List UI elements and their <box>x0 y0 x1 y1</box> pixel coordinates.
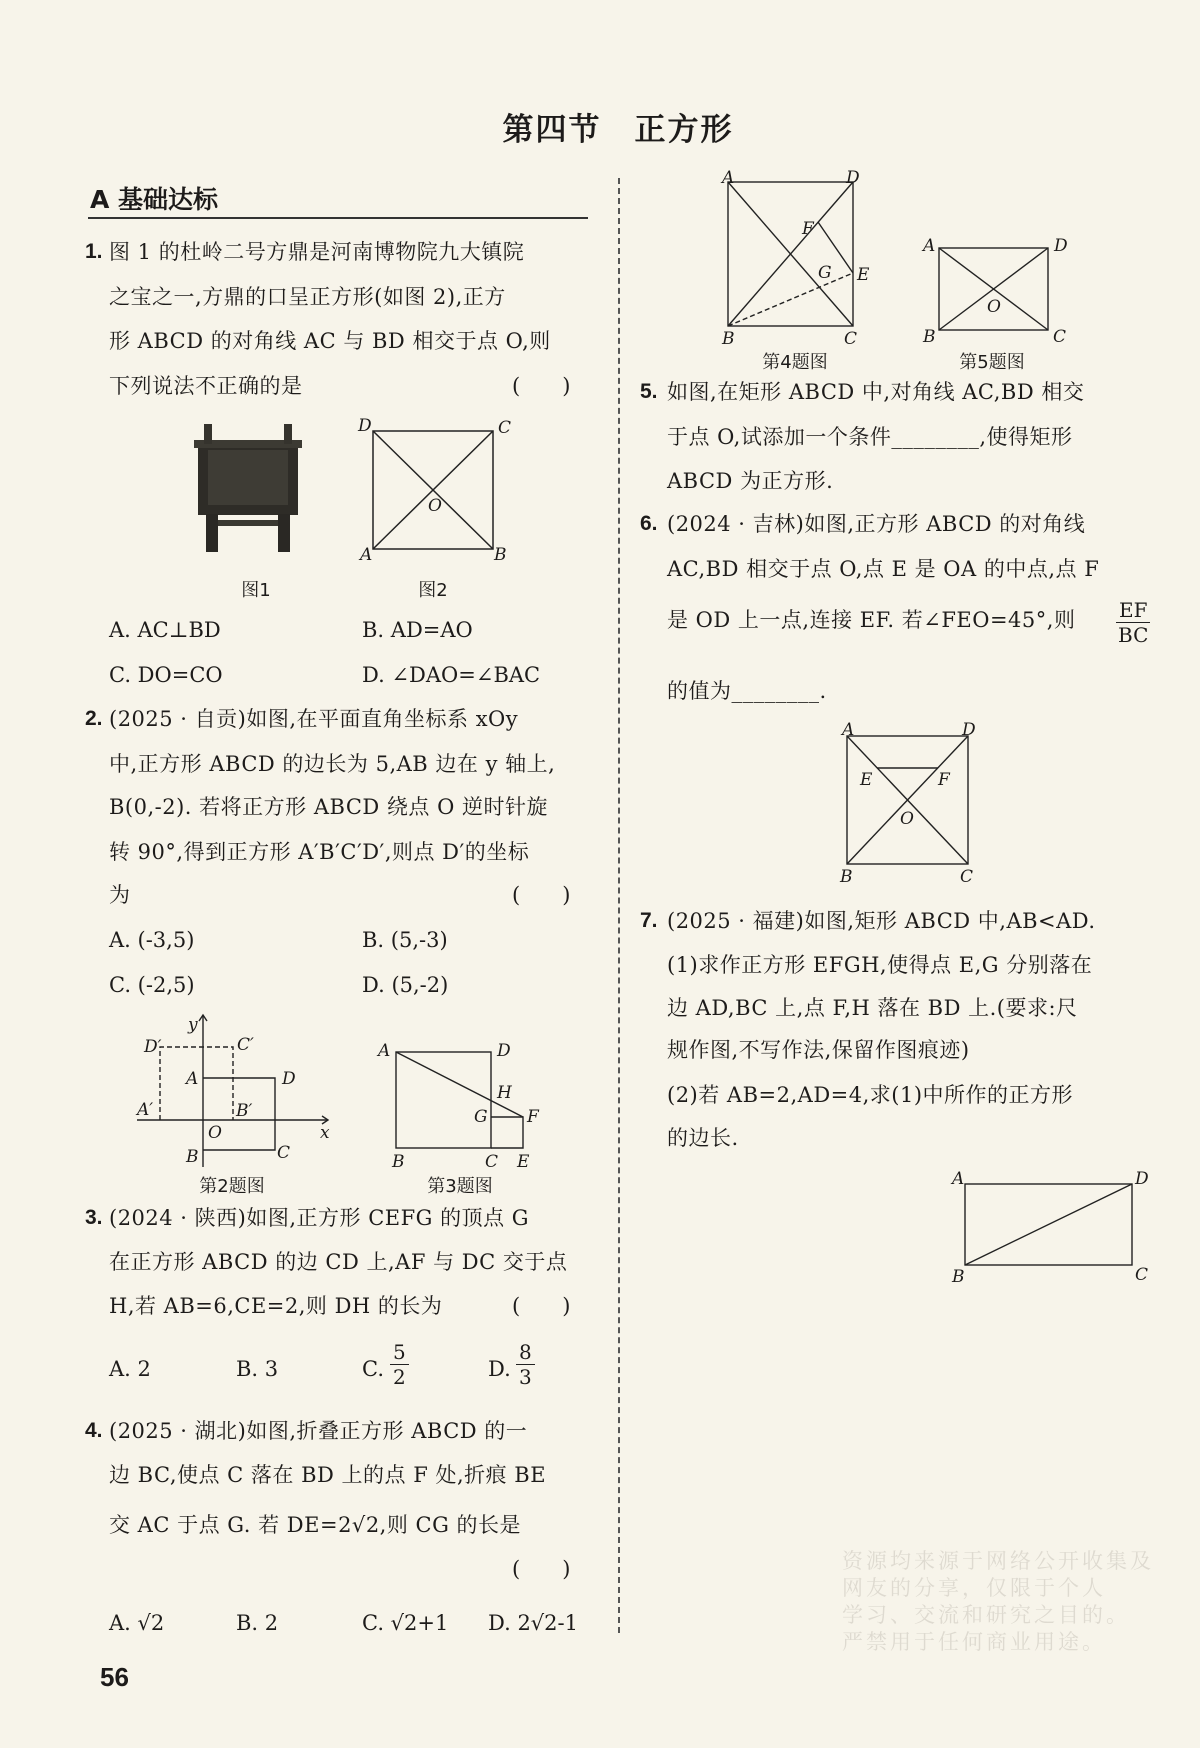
q3-answer-paren: ( ) <box>512 1294 571 1318</box>
q1-text-line: 之宝之一,方鼎的口呈正方形(如图 2),正方 <box>109 285 506 309</box>
q5-text-line: ABCD 为正方形. <box>667 469 834 493</box>
q2-coordinate-figure <box>120 1000 350 1175</box>
label-b: B <box>952 1267 965 1287</box>
q4-number: 4. <box>85 1419 103 1442</box>
q2-figure-caption: 第2题图 <box>199 1176 265 1197</box>
label-f: F <box>527 1107 539 1127</box>
label-a: A <box>923 236 936 256</box>
label-c: C <box>498 418 512 438</box>
label-e: E <box>857 265 870 285</box>
q6-number: 6. <box>640 512 658 535</box>
section-heading: A 基础达标 <box>90 185 219 214</box>
q3-text-line: 在正方形 ABCD 的边 CD 上,AF 与 DC 交于点 <box>109 1250 568 1274</box>
q4-option-a: A. √2 <box>109 1611 165 1635</box>
page-title: 第四节 正方形 <box>502 112 734 148</box>
q4-figure-caption: 第4题图 <box>762 352 828 373</box>
label-f: F <box>938 770 950 790</box>
q7-rectangle-figure <box>945 1165 1155 1290</box>
label-a: A <box>186 1069 199 1089</box>
q3-option-b: B. 3 <box>236 1357 279 1381</box>
label-a-prime: A′ <box>137 1100 154 1120</box>
page-number: 56 <box>100 1662 129 1692</box>
q7-number: 7. <box>640 909 658 932</box>
q1-option-b: B. AD=AO <box>362 618 473 642</box>
label-g: G <box>474 1107 488 1127</box>
label-d: D <box>962 720 976 740</box>
label-c: C <box>1135 1265 1149 1285</box>
label-a: A <box>360 545 373 565</box>
q1-text-line: 图 1 的杜岭二号方鼎是河南博物院九大镇院 <box>109 240 525 264</box>
label-b: B <box>494 545 507 565</box>
label-o: O <box>987 297 1001 317</box>
q1-text-line: 下列说法不正确的是 <box>109 374 303 398</box>
q3-number: 3. <box>85 1206 103 1229</box>
label-d: D <box>497 1041 511 1061</box>
q5-rectangle-figure <box>915 230 1075 348</box>
q4-fold-figure <box>710 170 880 345</box>
label-b: B <box>186 1147 199 1167</box>
q1-option-d: D. ∠DAO=∠BAC <box>362 663 541 687</box>
label-o: O <box>900 809 914 829</box>
label-y: y <box>188 1015 198 1035</box>
denominator: 2 <box>393 1365 406 1389</box>
label-c: C <box>844 329 858 345</box>
q3-squares-figure <box>375 1040 545 1170</box>
label-d: D <box>1135 1169 1149 1189</box>
label-g: G <box>818 263 832 283</box>
label-h: H <box>497 1083 512 1103</box>
q2-number: 2. <box>85 707 103 730</box>
label-o: O <box>208 1123 222 1143</box>
q2-option-a: A. (-3,5) <box>109 928 195 952</box>
q4-option-b: B. 2 <box>236 1611 279 1635</box>
q6-text-line: AC,BD 相交于点 O,点 E 是 OA 的中点,点 F <box>667 557 1100 581</box>
column-divider <box>618 178 620 1633</box>
q1-option-a: A. AC⊥BD <box>109 618 221 642</box>
label-d: D <box>358 416 372 436</box>
label-a: A <box>722 170 735 188</box>
q7-text-line: (2)若 AB=2,AD=4,求(1)中所作的正方形 <box>667 1083 1074 1107</box>
numerator: EF <box>1116 598 1150 623</box>
figure-2-square <box>350 415 520 570</box>
q5-figure-caption: 第5题图 <box>959 352 1025 373</box>
ding-vessel-photo <box>190 420 310 560</box>
q6-text-line: 是 OD 上一点,连接 EF. 若∠FEO=45°,则 <box>667 608 1076 632</box>
q7-text-line: (2025 · 福建)如图,矩形 ABCD 中,AB<AD. <box>667 909 1096 933</box>
label-b-prime: B′ <box>236 1101 253 1121</box>
q3-figure-caption: 第3题图 <box>427 1176 493 1197</box>
q7-text-line: 的边长. <box>667 1126 739 1150</box>
q2-option-c: C. (-2,5) <box>109 973 195 997</box>
numerator: 8 <box>516 1340 535 1365</box>
label-c: C <box>277 1143 291 1163</box>
denominator: BC <box>1118 623 1149 647</box>
label-d-prime: D′ <box>144 1037 162 1057</box>
q1-text-line: 形 ABCD 的对角线 AC 与 BD 相交于点 O,则 <box>109 329 551 353</box>
label-e: E <box>860 770 873 790</box>
q5-text-line: 于点 O,试添加一个条件________,使得矩形 <box>667 425 1073 449</box>
section-rule <box>88 217 588 219</box>
q4-text-line: 边 BC,使点 C 落在 BD 上的点 F 处,折痕 BE <box>109 1463 547 1487</box>
label-c-prime: C′ <box>237 1035 254 1055</box>
q2-text-line: 为 <box>109 883 131 907</box>
label-b: B <box>722 329 735 345</box>
label-c: C <box>960 867 974 885</box>
q3-option-a: A. 2 <box>109 1357 151 1381</box>
label-f: F <box>802 219 814 239</box>
watermark: 资源均来源于网络公开收集及 网友的分享，仅限于个人 学习、交流和研究之目的。 严禁用于任何商业用途。 <box>842 1549 1154 1654</box>
q4-answer-paren: ( ) <box>512 1557 571 1581</box>
q7-text-line: 规作图,不写作法,保留作图痕迹) <box>667 1038 970 1062</box>
label-d: D <box>282 1069 296 1089</box>
label-b: B <box>923 327 936 347</box>
q3-option-c: C. <box>362 1357 384 1381</box>
q5-number: 5. <box>640 380 658 403</box>
q5-text-line: 如图,在矩形 ABCD 中,对角线 AC,BD 相交 <box>667 380 1085 404</box>
label-a: A <box>842 720 855 740</box>
q2-text-line: 中,正方形 ABCD 的边长为 5,AB 边在 y 轴上, <box>109 752 556 776</box>
q3-text-line: H,若 AB=6,CE=2,则 DH 的长为 <box>109 1294 443 1318</box>
q7-text-line: 边 AD,BC 上,点 F,H 落在 BD 上.(要求:尺 <box>667 996 1078 1020</box>
q7-text-line: (1)求作正方形 EFGH,使得点 E,G 分别落在 <box>667 953 1093 977</box>
label-a: A <box>378 1041 391 1061</box>
q2-option-d: D. (5,-2) <box>362 973 449 997</box>
q4-option-c: C. √2+1 <box>362 1611 449 1635</box>
q2-text-line: 转 90°,得到正方形 A′B′C′D′,则点 D′的坐标 <box>109 840 530 864</box>
label-d: D <box>846 170 860 188</box>
q6-square-figure <box>830 720 995 885</box>
q1-number: 1. <box>85 240 103 263</box>
figure-2-caption: 图2 <box>418 580 448 601</box>
q2-text-line: (2025 · 自贡)如图,在平面直角坐标系 xOy <box>109 707 519 731</box>
label-d: D <box>1054 236 1068 256</box>
label-c: C <box>485 1152 499 1170</box>
q6-text-line: 的值为________. <box>667 679 827 703</box>
label-x: x <box>320 1123 330 1143</box>
q4-text-line: (2025 · 湖北)如图,折叠正方形 ABCD 的一 <box>109 1419 528 1443</box>
q2-text-line: B(0,-2). 若将正方形 ABCD 绕点 O 逆时针旋 <box>109 795 548 819</box>
label-e: E <box>517 1152 530 1170</box>
q2-option-b: B. (5,-3) <box>362 928 448 952</box>
label-a: A <box>952 1169 965 1189</box>
label-b: B <box>392 1152 405 1170</box>
q6-fraction-ef-bc <box>1116 598 1150 647</box>
q6-text-line: (2024 · 吉林)如图,正方形 ABCD 的对角线 <box>667 512 1086 536</box>
label-o: O <box>428 496 442 516</box>
q4-option-d: D. 2√2-1 <box>488 1611 578 1635</box>
q4-text-line: 交 AC 于点 G. 若 DE=2√2,则 CG 的长是 <box>109 1513 522 1537</box>
q3-option-c-fraction <box>390 1340 409 1389</box>
q1-option-c: C. DO=CO <box>109 663 223 687</box>
q2-answer-paren: ( ) <box>512 883 571 907</box>
numerator: 5 <box>390 1340 409 1365</box>
q1-answer-paren: ( ) <box>512 374 571 398</box>
label-c: C <box>1053 327 1067 347</box>
q3-text-line: (2024 · 陕西)如图,正方形 CEFG 的顶点 G <box>109 1206 530 1230</box>
denominator: 3 <box>519 1365 532 1389</box>
q3-option-d: D. <box>488 1357 511 1381</box>
label-b: B <box>840 867 853 885</box>
q3-option-d-fraction <box>516 1340 535 1389</box>
figure-1-caption: 图1 <box>241 580 271 601</box>
